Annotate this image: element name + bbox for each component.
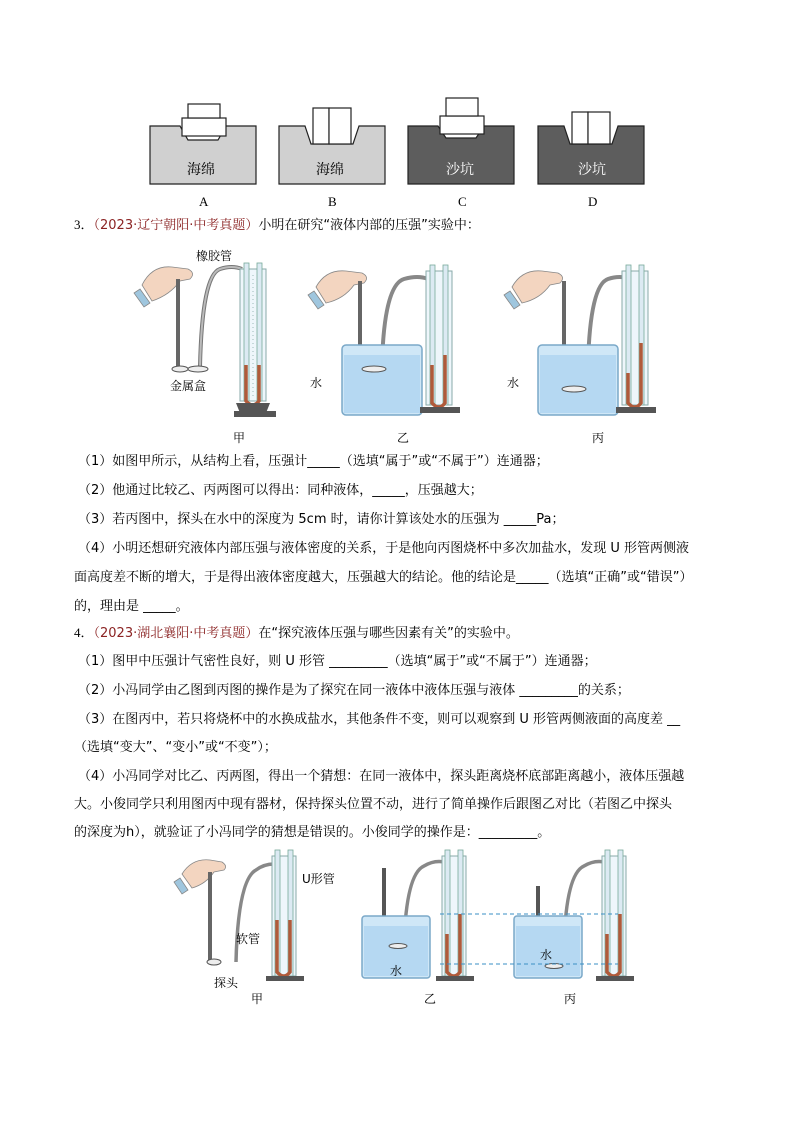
- label-metal-box: 金属盒: [170, 379, 207, 393]
- label-rubber-tube: 橡胶管: [196, 249, 233, 263]
- q3-number: 3．: [74, 217, 94, 232]
- q4-item-4-line-1: （4）小冯同学对比乙、丙两图，得出一个猜想：在同一液体中，探头距离烧杯底部距离越小，液体压强越: [78, 769, 685, 784]
- sand-c-label: 沙坑: [446, 162, 474, 178]
- label-water-yi: 水: [310, 376, 323, 390]
- q4-item-3-line-2: （选填“变大”、“变小”或“不变”）；: [74, 740, 277, 755]
- sand-d-label: 沙坑: [578, 162, 606, 178]
- label-water-bing: 水: [507, 376, 520, 390]
- caption-q4-jia: 甲: [251, 992, 264, 1006]
- caption-q3-jia: 甲: [233, 431, 246, 445]
- q3-item-3: （3）若丙图中，探头在水中的深度为 5cm 时，请你计算该处水的压强为 _____Pa；: [78, 512, 565, 527]
- caption-q3-bing: 丙: [592, 431, 605, 445]
- q3-stem: [74, 217, 480, 234]
- label-u-tube: U形管: [302, 872, 335, 886]
- q4-item-3-line-1: （3）在图丙中，若只将烧杯中的水换成盐水，其他条件不变，则可以观察到 U 形管两侧液面的高度差 __: [78, 712, 681, 727]
- caption-c: C: [458, 194, 467, 209]
- sponge-b-label: 海绵: [316, 162, 344, 178]
- q3-item-2: （2）他通过比较乙、丙两图可以得出：同种液体，_____，压强越大；: [78, 483, 483, 498]
- caption-q4-yi: 乙: [424, 992, 437, 1006]
- label-probe: 探头: [214, 976, 239, 990]
- label-water-q4-bing: 水: [540, 948, 553, 962]
- q3-item-4-line-3: 的，理由是 _____。: [74, 599, 189, 614]
- manometer-bing-diagram: [508, 265, 668, 420]
- label-hose: 软管: [236, 932, 261, 946]
- q3-item-1: （1）如图甲所示，从结构上看，压强计_____（选填“属于”或“不属于”）连通器；: [78, 454, 549, 469]
- manometer-yi-diagram: [312, 265, 472, 420]
- manometer-jia-diagram: [140, 255, 280, 420]
- q4-item-1: （1）图甲中压强计气密性良好，则 U 形管 _________（选填“属于”或“不属于”）连通器；: [78, 654, 597, 669]
- manometer-q4-jia-diagram: [178, 850, 308, 985]
- q3-source: （2023·辽宁朝阳·中考真题）: [93, 218, 259, 233]
- q4-source: （2023·湖北襄阳·中考真题）: [93, 626, 259, 641]
- q3-stem-text: 小明在研究“液体内部的压强”实验中：: [258, 218, 480, 233]
- caption-q4-bing: 丙: [564, 992, 577, 1006]
- q3-item-4-line-1: （4）小明还想研究液体内部压强与液体密度的关系，于是他向丙图烧杯中多次加盐水，发现 U 形管两侧液: [78, 541, 690, 556]
- q3-item-4-line-2: 面高度差不断的增大，于是得出液体密度越大，压强越大的结论。他的结论是_____（选填“正确”或“错误”）: [74, 570, 693, 585]
- label-water-q4-yi: 水: [390, 964, 403, 978]
- caption-b: B: [328, 194, 337, 209]
- caption-d: D: [588, 194, 598, 209]
- q4-item-4-line-2: 大。小俊同学只利用图丙中现有器材，保持探头位置不动，进行了简单操作后跟图乙对比（若图乙中探头: [74, 797, 673, 812]
- caption-q3-yi: 乙: [397, 431, 410, 445]
- q4-stem: [74, 625, 519, 642]
- level-comparison-lines: [440, 890, 620, 970]
- sponge-a-label: 海绵: [187, 162, 215, 178]
- q4-number: 4．: [74, 625, 94, 640]
- q4-item-4-line-3: 的深度为h），就验证了小冯同学的猜想是错误的。小俊同学的操作是：_________。: [74, 825, 551, 840]
- q4-item-2: （2）小冯同学由乙图到丙图的操作是为了探究在同一液体中液体压强与液体 _________的关系；: [78, 683, 630, 698]
- caption-a: A: [199, 194, 209, 209]
- q4-stem-text: 在“探究液体压强与哪些因素有关”的实验中。: [258, 626, 519, 641]
